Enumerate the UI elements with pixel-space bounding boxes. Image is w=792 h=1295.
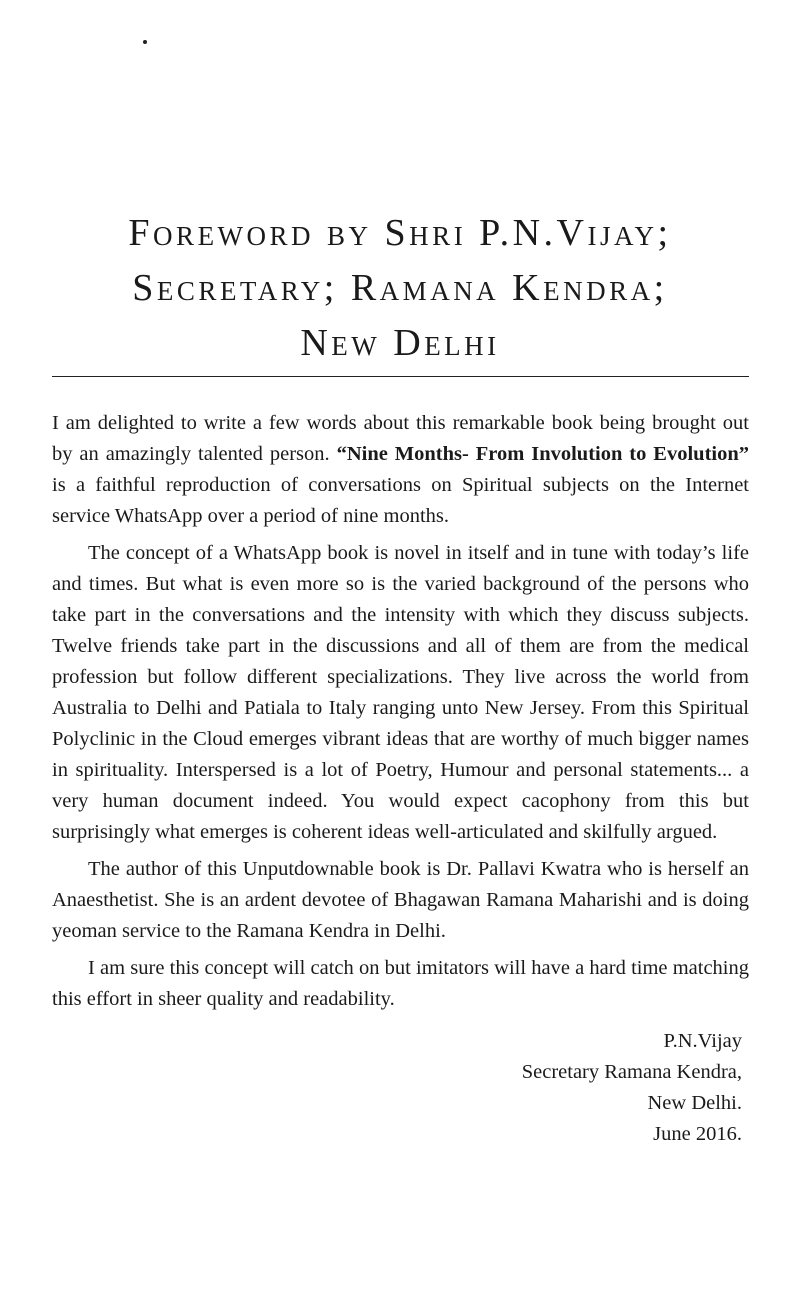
paragraph-1-intro: I am delighted to write a few words about this remarkable book being brought out by an amazingly talented person. (52, 412, 749, 465)
book-title-bold: “Nine Months- From Involution to Evolution” (336, 443, 749, 465)
title-line-2: Secretary; Ramana Kendra; (132, 267, 668, 309)
page-title (52, 206, 748, 371)
signature-name: P.N.Vijay (663, 1030, 742, 1052)
title-line-3: New Delhi (300, 322, 500, 364)
paragraph-1-rest: is a faithful reproduction of conversations on Spiritual subjects on the Internet service WhatsApp over a period of nine months. (52, 474, 749, 527)
scan-speck (143, 40, 147, 44)
signature-role: Secretary Ramana Kendra, (521, 1061, 742, 1083)
foreword-body (52, 408, 749, 1021)
title-divider (52, 376, 749, 377)
signature-date: June 2016. (653, 1123, 742, 1145)
signature-city: New Delhi. (647, 1092, 742, 1114)
signature-block (522, 1026, 742, 1150)
paragraph-4: I am sure this concept will catch on but imitators will have a hard time matching this effort in sheer quality and readability. (52, 957, 749, 1010)
paragraph-1 (52, 408, 749, 532)
paragraph-3: The author of this Unputdownable book is Dr. Pallavi Kwatra who is herself an Anaesthetist. She is an ardent devotee of Bhagawan Ramana Maharishi and is doing yeoman service to the Ramana Kendra in Delhi. (52, 858, 749, 942)
paragraph-2: The concept of a WhatsApp book is novel in itself and in tune with today’s life and times. But what is even more so is the varied background of the persons who take part in the conversations and the intensity with which they discuss subjects. Twelve friends take part in the discussions and all of them are from the medical profession but follow different specializations. They live across the world from Australia to Delhi and Patiala to Italy ranging unto New Jersey. From this Spiritual Polyclinic in the Cloud emerges vibrant ideas that are worthy of much bigger names in spirituality. Interspersed is a lot of Poetry, Humour and personal statements... a very human document indeed. You would expect cacophony from this but surprisingly what emerges is coherent ideas well-articulated and skilfully argued. (52, 542, 749, 843)
title-line-1: Foreword by Shri P.N.Vijay; (128, 212, 672, 254)
